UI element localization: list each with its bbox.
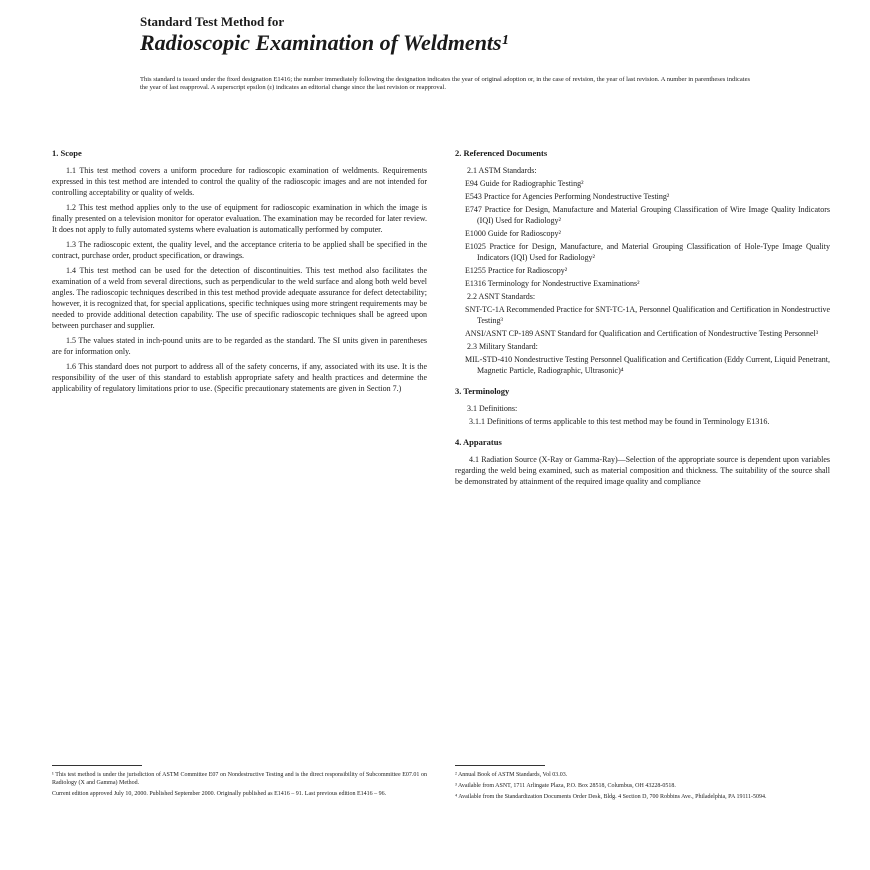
apparatus-section [455,437,830,487]
terminology-paragraph: 3.1 Definitions: [467,404,518,413]
footnote: ⁴ Available from the Standardization Documents Order Desk, Bldg. 4 Section D, 700 Robbins Ave., Philadelphia, PA 19111-5094. [455,794,767,800]
right-column [455,148,830,491]
reference-item: MIL-STD-410 Nondestructive Testing Personnel Qualification and Certification (Eddy Current, Liquid Penetrant, Magnetic Particle, Radiographic, Ultrasonic)⁴ [465,355,830,375]
section-heading-apparatus: 4. Apparatus [455,437,502,447]
footnote-rule [52,765,142,766]
footnotes-right [455,765,830,804]
scope-paragraph: 1.1 This test method covers a uniform procedure for radioscopic examination of weldments. Requirements expressed in this test method are intended to control the quality of the radioscopic images and are not intended for controlling acceptability or quality of welds. [52,166,427,197]
reference-item: E1316 Terminology for Nondestructive Examinations² [465,279,640,288]
issuance-notice: This standard is issued under the fixed designation E1416; the number immediately following the designation indicates the year of original adoption or, in the case of revision, the year of last revision. A number in parentheses indicates the year of last reapproval. A superscript epsilon (ε) indicates an editorial change since the last revision or reapproval. [140,76,750,91]
footnote: Current edition approved July 10, 2000. Published September 2000. Originally published as E1416 – 91. Last previous edition E1416 – 96. [52,791,387,797]
terminology-paragraph: 3.1.1 Definitions of terms applicable to this test method may be found in Terminology E1316. [469,417,770,426]
apparatus-paragraph: 4.1 Radiation Source (X-Ray or Gamma-Ray)—Selection of the appropriate source is dependent upon variables regarding the weld being examined, such as material composition and thickness. The suitability of the source shall be demonstrated by attainment of the required image quality and compliance [455,455,830,486]
section-heading-terminology: 3. Terminology [455,386,510,396]
reference-item: E1025 Practice for Design, Manufacture, and Material Grouping Classification of Hole-Type Image Quality Indicators (IQI) Used for Radiology² [465,242,830,262]
scope-paragraph: 1.4 This test method can be used for the detection of discontinuities. This test method also facilitates the examination of a weld from several directions, such as perpendicular to the weld surface and along both weld bevel angles. The radioscopic techniques described in this test method provide adequate assurance for defect detectability; however, it is recognized that, for special applications, specific techniques using more stringent requirements may be needed to provide additional detection capability. The use of specific radioscopic techniques shall be agreed upon between purchaser and supplier. [52,266,427,330]
ref-subheading: 2.3 Military Standard: [467,342,538,351]
scope-paragraph: 1.2 This test method applies only to the use of equipment for radioscopic examination in which the image is finally presented on a television monitor for operator evaluation. The examination may be recorded for later review. It does not apply to fully automated systems where evaluation is automatically performed by computer. [52,203,427,234]
reference-item: E543 Practice for Agencies Performing Nondestructive Testing² [465,192,670,201]
reference-item: ANSI/ASNT CP-189 ASNT Standard for Qualification and Certification of Nondestructive Testing Personnel³ [465,329,819,338]
terminology-section [455,386,830,427]
footnote: ³ Available from ASNT, 1711 Arlingate Plaza, P.O. Box 28518, Columbus, OH 43228-0518. [455,783,676,789]
reference-item: SNT-TC-1A Recommended Practice for SNT-TC-1A, Personnel Qualification and Certification in Nondestructive Testing³ [465,305,830,325]
reference-item: E747 Practice for Design, Manufacture and Material Grouping Classification of Wire Image Quality Indicators (IQI) Used for Radiology² [465,205,830,225]
left-column [52,148,427,398]
ref-subheading: 2.1 ASTM Standards: [467,166,537,175]
reference-item: E1255 Practice for Radioscopy² [465,266,568,275]
section-heading-referenced-documents: 2. Referenced Documents [455,148,548,158]
footnote: ² Annual Book of ASTM Standards, Vol 03.03. [455,772,568,778]
footnotes-left [52,765,427,801]
footnote-rule [455,765,545,766]
footnote: ¹ This test method is under the jurisdiction of ASTM Committee E07 on Nondestructive Testing and is the direct responsibility of Subcommittee E07.01 on Radiology (X and Gamma) Method. [52,772,427,786]
reference-item: E94 Guide for Radiographic Testing² [465,179,584,188]
ref-subheading: 2.2 ASNT Standards: [467,292,536,301]
standard-designation: Standard Test Method for [140,14,285,29]
reference-item: E1000 Guide for Radioscopy² [465,229,561,238]
scope-paragraph: 1.3 The radioscopic extent, the quality level, and the acceptance criteria to be applied shall be specified in the contract, purchase order, product specification, or drawings. [52,240,427,260]
scope-paragraph: 1.6 This standard does not purport to address all of the safety concerns, if any, associated with its use. It is the responsibility of the user of this standard to establish appropriate safety and health practices and determine the applicability of regulatory limitations prior to use. (Specific precautionary statements are given in Section 7.) [52,362,427,393]
section-heading-scope: 1. Scope [52,148,82,158]
scope-paragraph: 1.5 The values stated in inch-pound units are to be regarded as the standard. The SI units given in parentheses are for information only. [52,336,427,356]
document-title: Radioscopic Examination of Weldments¹ [140,30,509,55]
